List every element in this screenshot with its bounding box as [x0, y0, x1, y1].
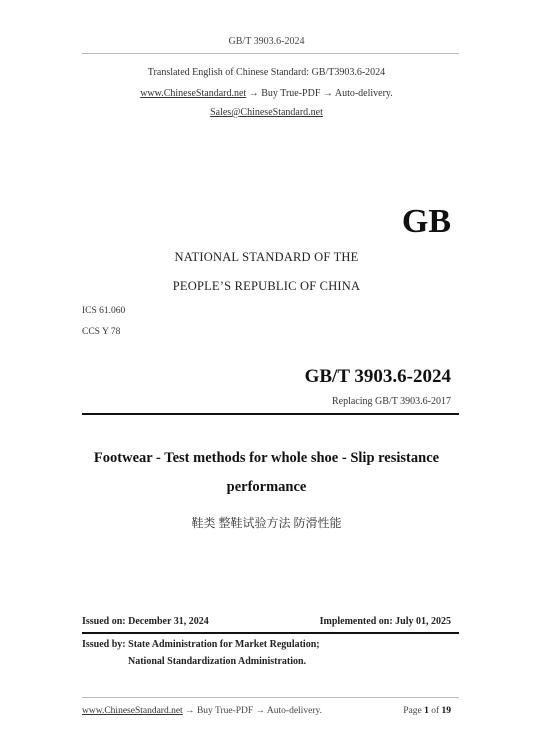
page-of: of	[431, 706, 440, 716]
page-current: 1	[424, 706, 429, 716]
page-number	[403, 706, 451, 716]
chinese-title: 鞋类 整鞋试验方法 防滑性能	[191, 516, 342, 530]
document-title-line2: performance	[226, 479, 307, 495]
issuer-line2: National Standardization Administration.	[128, 656, 307, 667]
national-standard-line1: NATIONAL STANDARD OF THE	[174, 250, 359, 264]
implemented-date: Implemented on: July 01, 2025	[319, 616, 451, 627]
standard-code: GB/T 3903.6-2024	[304, 366, 451, 387]
issuer-line1: Issued by: State Administration for Market Regulation;	[82, 639, 320, 650]
email-line	[0, 107, 533, 118]
translation-notice: Translated English of Chinese Standard: GB/T3903.6-2024	[147, 67, 386, 78]
purchase-notice-text: → Buy True-PDF → Auto-delivery.	[246, 88, 393, 99]
document-title-line1: Footwear - Test methods for whole shoe - Slip resistance	[93, 450, 440, 466]
title-rule	[82, 413, 459, 415]
gb-mark: GB	[401, 203, 451, 240]
national-standard-line2: PEOPLE’S REPUBLIC OF CHINA	[172, 279, 361, 293]
footer-notice-text: → Buy True-PDF → Auto-delivery.	[182, 706, 322, 716]
email-link[interactable]: Sales@ChineseStandard.net	[210, 107, 323, 118]
dates-rule	[82, 632, 459, 634]
replacing-note: Replacing GB/T 3903.6-2017	[332, 396, 451, 407]
ics-code: ICS 61.060	[82, 306, 126, 316]
page-label: Page	[403, 706, 422, 716]
issued-date: Issued on: December 31, 2024	[82, 616, 209, 627]
footer-site-link[interactable]: www.ChineseStandard.net	[82, 706, 183, 716]
purchase-notice	[0, 88, 533, 99]
ccs-code: CCS Y 78	[82, 327, 121, 337]
footer-rule	[82, 697, 459, 698]
footer-notice	[82, 706, 322, 716]
site-link[interactable]: www.ChineseStandard.net	[140, 88, 247, 99]
page-total: 19	[441, 706, 451, 716]
header-rule	[82, 53, 459, 54]
running-header: GB/T 3903.6-2024	[228, 36, 305, 47]
